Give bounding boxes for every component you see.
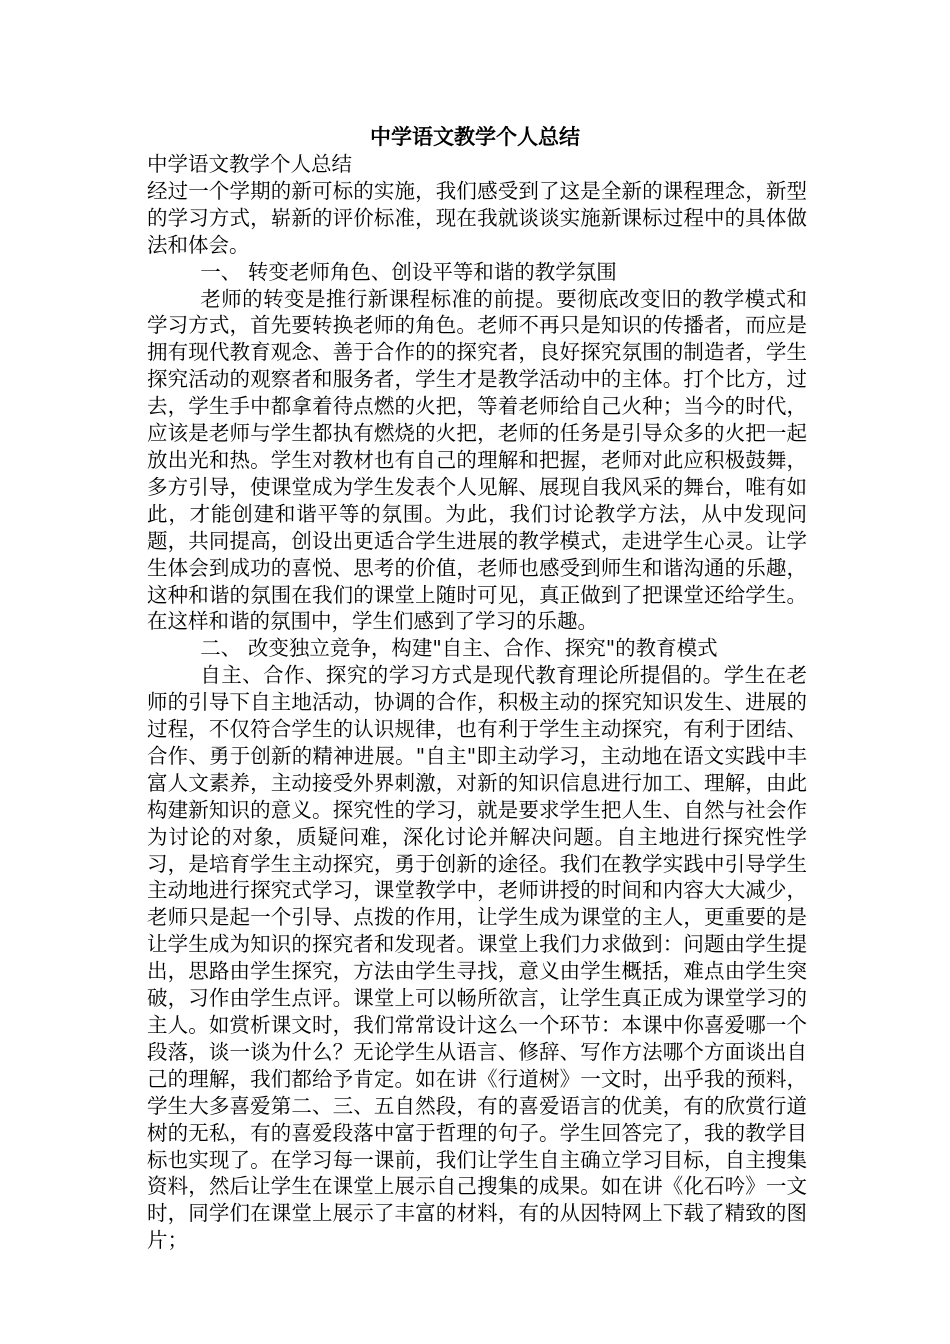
subtitle-line: 中学语文教学个人总结 [147,152,352,176]
section-paragraph-1: 老师的转变是推行新课程标准的前提。要彻底改变旧的教学模式和学习方式，首先要转换老师的角色。老师不再只是知识的传播者，而应是拥有现代教育观念、善于合作的的探究者，良好探究氛围的制造者，学生探究活动的观察者和服务者，学生才是教学活动中的主体。打个比方，过去，学生手中都拿着待点燃的火把，等着老师给自己火种；当今的时代，应该是老师与学生都执有燃烧的火把，老师的任务是引导众多的火把一起放出光和热。学生对教材也有自己的理解和把握，老师对此应积极鼓舞，多方引导，使课堂成为学生发表个人见解、展现自我风采的舞台，唯有如此，才能创建和谐平等的氛围。为此，我们讨论教学方法，从中发现问题，共同提高，创设出更适合学生进展的教学模式，走进学生心灵。让学生体会到成功的喜悦、思考的价值，老师也感受到师生和谐沟通的乐趣，这种和谐的氛围在我们的课堂上随时可见，真正做到了把课堂还给学生。在这样和谐的氛围中，学生们感到了学习的乐趣。 [147,286,807,634]
document-body [147,151,807,1254]
intro-paragraph: 经过一个学期的新可标的实施，我们感受到了这是全新的课程理念，新型的学习方式，崭新的评价标准，现在我就谈谈实施新课标过程中的具体做法和体会。 [147,178,807,257]
document-title: 中学语文教学个人总结 [370,124,580,149]
section-heading-2: 二、 改变独立竞争，构建"自主、合作、探究"的教育模式 [200,636,718,661]
section-heading-1: 一、 转变老师角色、创设平等和谐的教学氛围 [200,259,617,284]
section-paragraph-2: 自主、合作、探究的学习方式是现代教育理论所提倡的。学生在老师的引导下自主地活动，协调的合作，积极主动的探究知识发生、进展的过程，不仅符合学生的认识规律，也有利于学生主动探究，有利于团结、合作、勇于创新的精神进展。"自主"即主动学习，主动地在语文实践中丰富人文素养，主动接受外界刺激，对新的知识信息进行加工、理解，由此构建新知识的意义。探究性的学习，就是要求学生把人生、自然与社会作为讨论的对象，质疑问难，深化讨论并解决问题。自主地进行探究性学习，是培育学生主动探究，勇于创新的途径。我们在教学实践中引导学生主动地进行探究式学习，课堂教学中，老师讲授的时间和内容大大减少，老师只是起一个引导、点拨的作用，让学生成为课堂的主人，更重要的是让学生成为知识的探究者和发现者。课堂上我们力求做到：问题由学生提出，思路由学生探究，方法由学生寻找，意义由学生概括，难点由学生突破，习作由学生点评。课堂上可以畅所欲言，让学生真正成为课堂学习的主人。如赏析课文时，我们常常设计这么一个环节：本课中你喜爱哪一个段落，谈一谈为什么？无论学生从语言、修辞、写作方法哪个方面谈出自己的理解，我们都给予肯定。如在讲《行道树》一文时，出乎我的预料，学生大多喜爱第二、三、五自然段，有的喜爱语言的优美，有的欣赏行道树的无私，有的喜爱段落中富于哲理的句子。学生回答完了，我的教学目标也实现了。在学习每一课前，我们让学生自主确立学习目标，自主搜集资料，然后让学生在课堂上展示自己搜集的成果。如在讲《化石吟》一文时，同学们在课堂上展示了丰富的材料，有的从因特网上下载了精致的图片； [147,663,807,1253]
